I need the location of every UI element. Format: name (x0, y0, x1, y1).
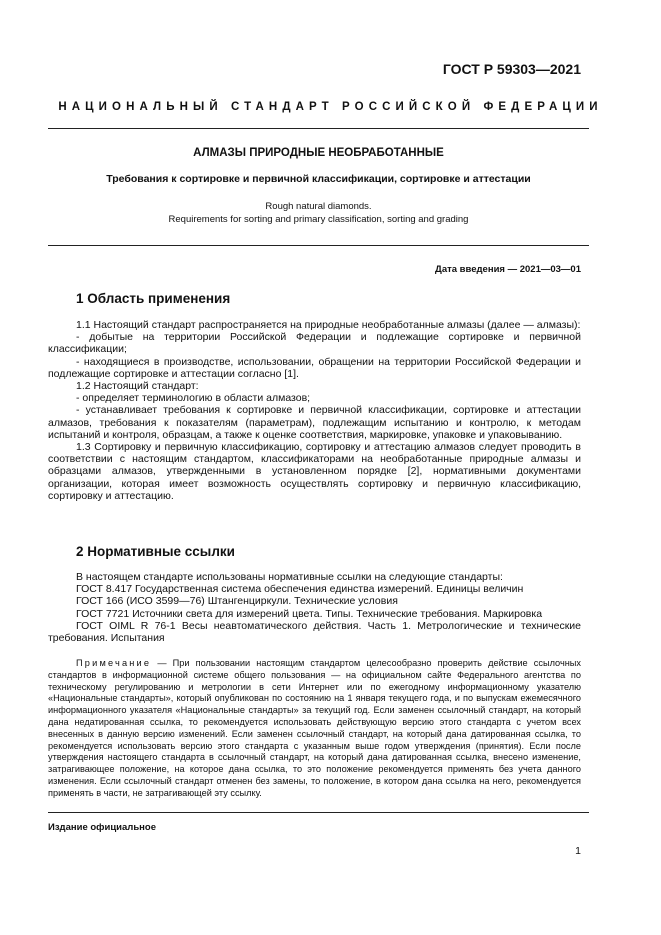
official-edition-label: Издание официальное (48, 822, 156, 833)
introduction-date: Дата введения — 2021—03—01 (435, 264, 581, 275)
paragraph: 1.2 Настоящий стандарт: (76, 380, 199, 393)
paragraph: - добытые на территории Российской Федерации и подлежащие сортировке и первичной классификации; (48, 331, 581, 356)
reference-item: ГОСТ 166 (ИСО 3599—76) Штангенциркули. Технические условия (76, 595, 398, 608)
document-title: АЛМАЗЫ ПРИРОДНЫЕ НЕОБРАБОТАННЫЕ (193, 147, 444, 159)
standard-code: ГОСТ Р 59303—2021 (442, 61, 581, 77)
reference-item: ГОСТ 8.417 Государственная система обеспечения единства измерений. Единицы величин (76, 583, 524, 596)
reference-note (48, 658, 581, 800)
english-title-line1: Rough natural diamonds. (265, 201, 372, 212)
section-2-body (48, 571, 581, 644)
english-title (48, 200, 589, 226)
footer-divider (48, 812, 589, 813)
note-text: — При пользовании настоящим стандартом целесообразно проверить действие ссылочных стандартов в информационной системе общего пользования — на официальном сайте Федерального агентства по техническому регулированию и метрологии в сети Интернет или по ежегодному информационному указателю «Национальные стандарты», который опубликован по состоянию на 1 января текущего года, и по выпускам ежемесячного информационного указателя «Национальные стандарты» за текущий год. Если заменен ссылочный стандарт, на который дана недатированная ссылка, то рекомендуется использовать действующую версию этого стандарта с учетом всех внесенных в данную версию изменений. Если заменен ссылочный стандарт, на который дана датированная ссылка, то рекомендуется использовать версию этого стандарта с указанным выше годом утверждения (принятия). Если после утверждения настоящего стандарта в ссылочный стандарт, на который дана датированная ссылка, внесено изменение, затрагивающее положение, на которое дана ссылка, то это положение рекомендуется применять без учета данного изменения. Если ссылочный стандарт отменен без замены, то положение, в котором дана ссылка на него, рекомендуется применять в части, не затрагивающей эту ссылку. (48, 658, 581, 798)
reference-item: ГОСТ OIML R 76-1 Весы неавтоматического действия. Часть 1. Метрологические и технические требования. Испытания (48, 619, 581, 645)
note-label: Примечание (76, 658, 152, 668)
paragraph: - определяет терминологию в области алмазов; (76, 392, 311, 405)
english-title-line2: Requirements for sorting and primary classification, sorting and grading (168, 214, 469, 225)
paragraph: - находящиеся в производстве, использовании, обращении на территории Российской Федерации и подлежащие сортировке и аттестации согласно [1]. (48, 355, 581, 380)
section-1-body (48, 319, 581, 502)
section-1-heading: 1 Область применения (76, 291, 231, 306)
header-divider (48, 128, 589, 129)
paragraph: 1.3 Сортировку и первичную классификацию, сортировку и аттестацию алмазов следует проводить в соответствии с настоящим стандартом, классификаторами на необработанные природные алмазы и образцами алмазов, утвержденными в установленном порядке [2], нормативными документами организации, которая имеет возможность осуществлять сортировку и первичную классификацию, сортировку и аттестацию. (48, 441, 581, 502)
national-standard-banner: НАЦИОНАЛЬНЫЙ СТАНДАРТ РОССИЙСКОЙ ФЕДЕРАЦИИ (58, 101, 603, 113)
document-subtitle: Требования к сортировке и первичной классификации, сортировке и аттестации (106, 173, 531, 185)
section-2-heading: 2 Нормативные ссылки (76, 544, 235, 559)
paragraph: В настоящем стандарте использованы нормативные ссылки на следующие стандарты: (76, 571, 503, 583)
page-number: 1 (575, 845, 581, 857)
paragraph: 1.1 Настоящий стандарт распространяется на природные необработанные алмазы (далее — алмазы): (76, 319, 581, 331)
title-divider (48, 245, 589, 246)
reference-item: ГОСТ 7721 Источники света для измерений цвета. Типы. Технические требования. Маркировка (76, 607, 543, 620)
paragraph: - устанавливает требования к сортировке и первичной классификации, сортировке и аттестации алмазов, требования к показателям (параметрам), подлежащим испытанию и контролю, к методам испытаний и контроля, образцам, а также к оценке соответствия, маркировке, упаковке и упаковыванию. (48, 404, 581, 441)
